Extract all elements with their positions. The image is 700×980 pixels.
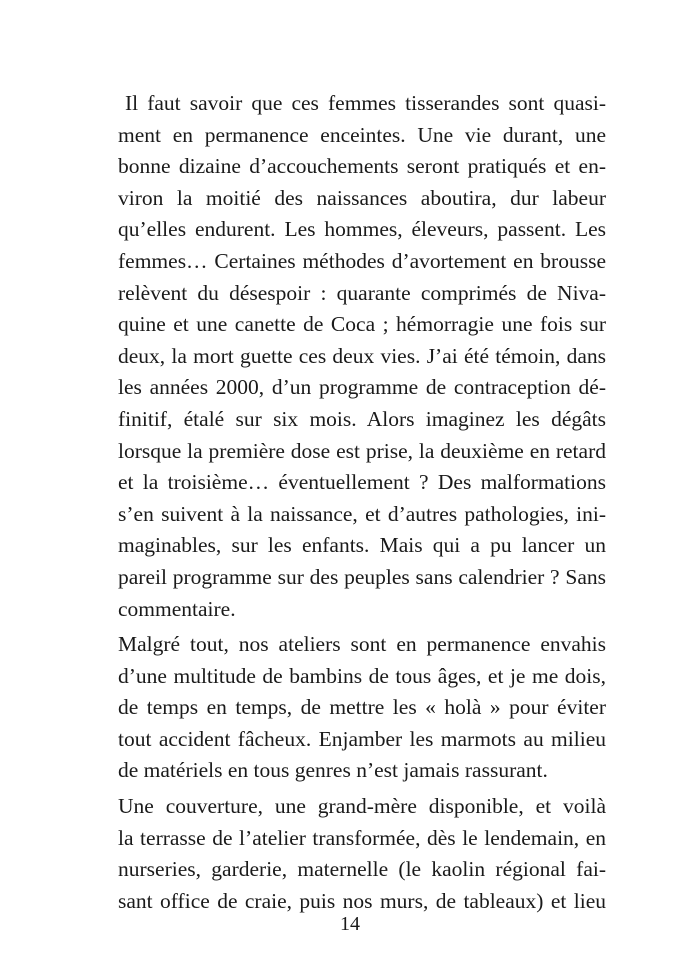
paragraph-3 — [118, 791, 606, 917]
paragraph-1 — [118, 88, 606, 625]
text-line: de temps en temps, de mettre les « holà » pour éviter — [118, 695, 606, 720]
text-line: maginables, sur les enfants. Mais qui a pu lancer un — [118, 533, 606, 558]
text-line: nurseries, garderie, maternelle (le kaolin régional fai- — [118, 857, 606, 882]
text-line: quine et une canette de Coca ; hémorragie une fois sur — [118, 312, 606, 337]
text-line: les années 2000, d’un programme de contraception dé- — [118, 375, 606, 400]
text-line: la terrasse de l’atelier transformée, dès le lendemain, en — [118, 825, 606, 850]
text-line: Une couverture, une grand-mère disponible, et voilà — [118, 794, 606, 819]
text-line: finitif, étalé sur six mois. Alors imaginez les dégâts — [118, 406, 606, 431]
text-line: ment en permanence enceintes. Une vie durant, une — [118, 122, 606, 147]
text-line: tout accident fâcheux. Enjamber les marmots au milieu — [118, 726, 606, 751]
body-text — [118, 88, 606, 917]
text-line: Malgré tout, nos ateliers sont en permanence envahis — [118, 632, 606, 657]
text-line: femmes… Certaines méthodes d’avortement en brousse — [118, 248, 606, 273]
text-line: sant office de craie, puis nos murs, de tableaux) et lieu — [118, 888, 606, 913]
text-line: deux, la mort guette ces deux vies. J’ai été témoin, dans — [118, 343, 606, 368]
text-line: bonne dizaine d’accouchements seront pratiqués et en- — [118, 154, 606, 179]
text-line: lorsque la première dose est prise, la deuxième en retard — [118, 438, 606, 463]
text-line: de matériels en tous genres n’est jamais rassurant. — [118, 758, 548, 783]
paragraph-2 — [118, 629, 606, 787]
text-line: s’en suivent à la naissance, et d’autres pathologies, ini- — [118, 501, 606, 526]
text-line: pareil programme sur des peuples sans calendrier ? Sans — [118, 564, 606, 589]
text-line: qu’elles endurent. Les hommes, éleveurs, passent. Les — [118, 217, 606, 242]
text-line: Il faut savoir que ces femmes tisserandes sont quasi- — [125, 91, 606, 115]
text-line: relèvent du désespoir : quarante comprimés de Niva- — [118, 280, 606, 305]
text-line: et la troisième… éventuellement ? Des malformations — [118, 470, 606, 495]
text-line: d’une multitude de bambins de tous âges, et je me dois, — [118, 663, 606, 688]
text-line: commentaire. — [118, 596, 236, 621]
text-line: viron la moitié des naissances aboutira, dur labeur — [118, 185, 606, 210]
page-number: 14 — [340, 913, 360, 935]
